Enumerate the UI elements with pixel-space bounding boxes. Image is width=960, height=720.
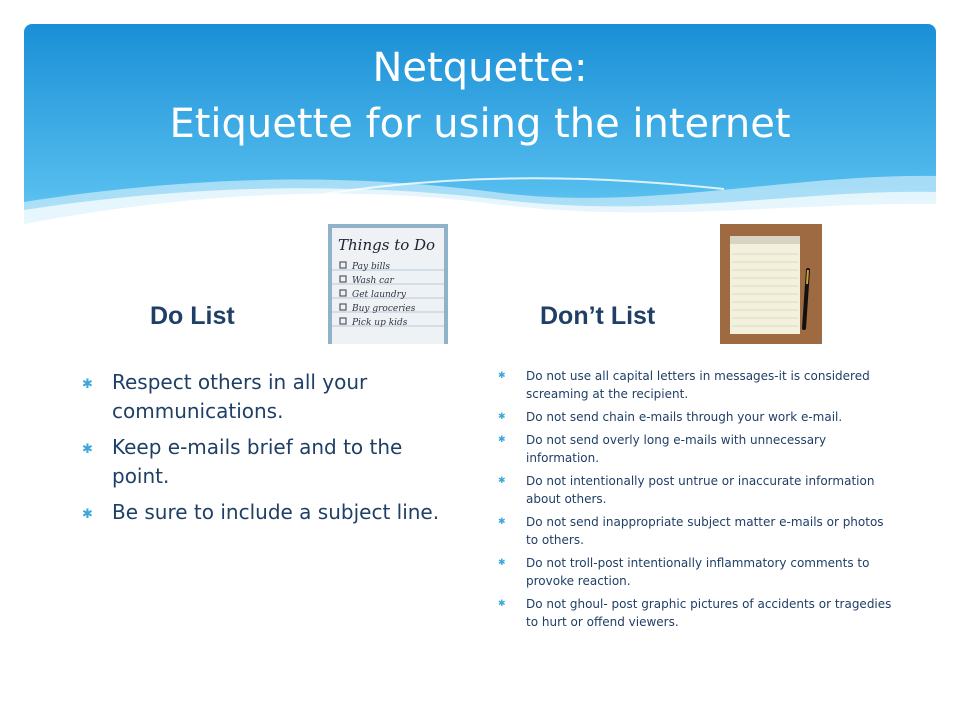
do-list-heading: Do List [150,302,235,330]
asterisk-bullet-icon: ✱ [82,507,93,522]
slide-title [24,40,936,152]
todo-entry: Wash car [352,276,394,286]
asterisk-bullet-icon: ✱ [82,377,93,392]
todo-entry: Get laundry [352,290,406,300]
asterisk-bullet-icon: ✱ [498,371,506,381]
list-item: ✱ Do not send chain e-mails through your work e-mail. [498,410,843,424]
list-item: ✱ Be sure to include a subject line. [82,498,444,527]
list-item: ✱ Do not intentionally post untrue or inaccurate information about others. [498,474,875,506]
todo-entry: Buy groceries [352,304,416,314]
todo-heading-text: Things to Do [338,236,436,254]
asterisk-bullet-icon: ✱ [498,599,506,609]
dont-list-heading: Don’t List [540,302,656,330]
title-line-1: Netquette: [372,45,588,91]
do-list [82,368,444,534]
things-to-do-list-image [328,224,448,344]
asterisk-bullet-icon: ✱ [498,517,506,527]
list-item: ✱ Do not ghoul- post graphic pictures of accidents or tragedies to hurt or offend viewers. [498,597,892,629]
list-item: ✱ Respect others in all your communications. [82,370,368,423]
notepad-and-pen-image [720,224,822,344]
asterisk-bullet-icon: ✱ [82,442,93,457]
todo-entry: Pay bills [352,262,390,272]
asterisk-bullet-icon: ✱ [498,558,506,568]
list-item: ✱ Do not send overly long e-mails with unnecessary information. [498,433,827,465]
todo-entry: Pick up kids [352,318,408,328]
title-line-2: Etiquette for using the internet [169,101,791,147]
dont-list [498,367,898,636]
list-item: ✱ Do not send inappropriate subject matter e-mails or photos to others. [498,515,884,547]
asterisk-bullet-icon: ✱ [498,412,506,422]
list-item: ✱ Do not troll-post intentionally inflammatory comments to provoke reaction. [498,556,870,588]
list-item: ✱ Do not use all capital letters in messages-it is considered screaming at the recipient. [498,369,870,401]
asterisk-bullet-icon: ✱ [498,476,506,486]
list-item: ✱ Keep e-mails brief and to the point. [82,435,403,488]
asterisk-bullet-icon: ✱ [498,435,506,445]
